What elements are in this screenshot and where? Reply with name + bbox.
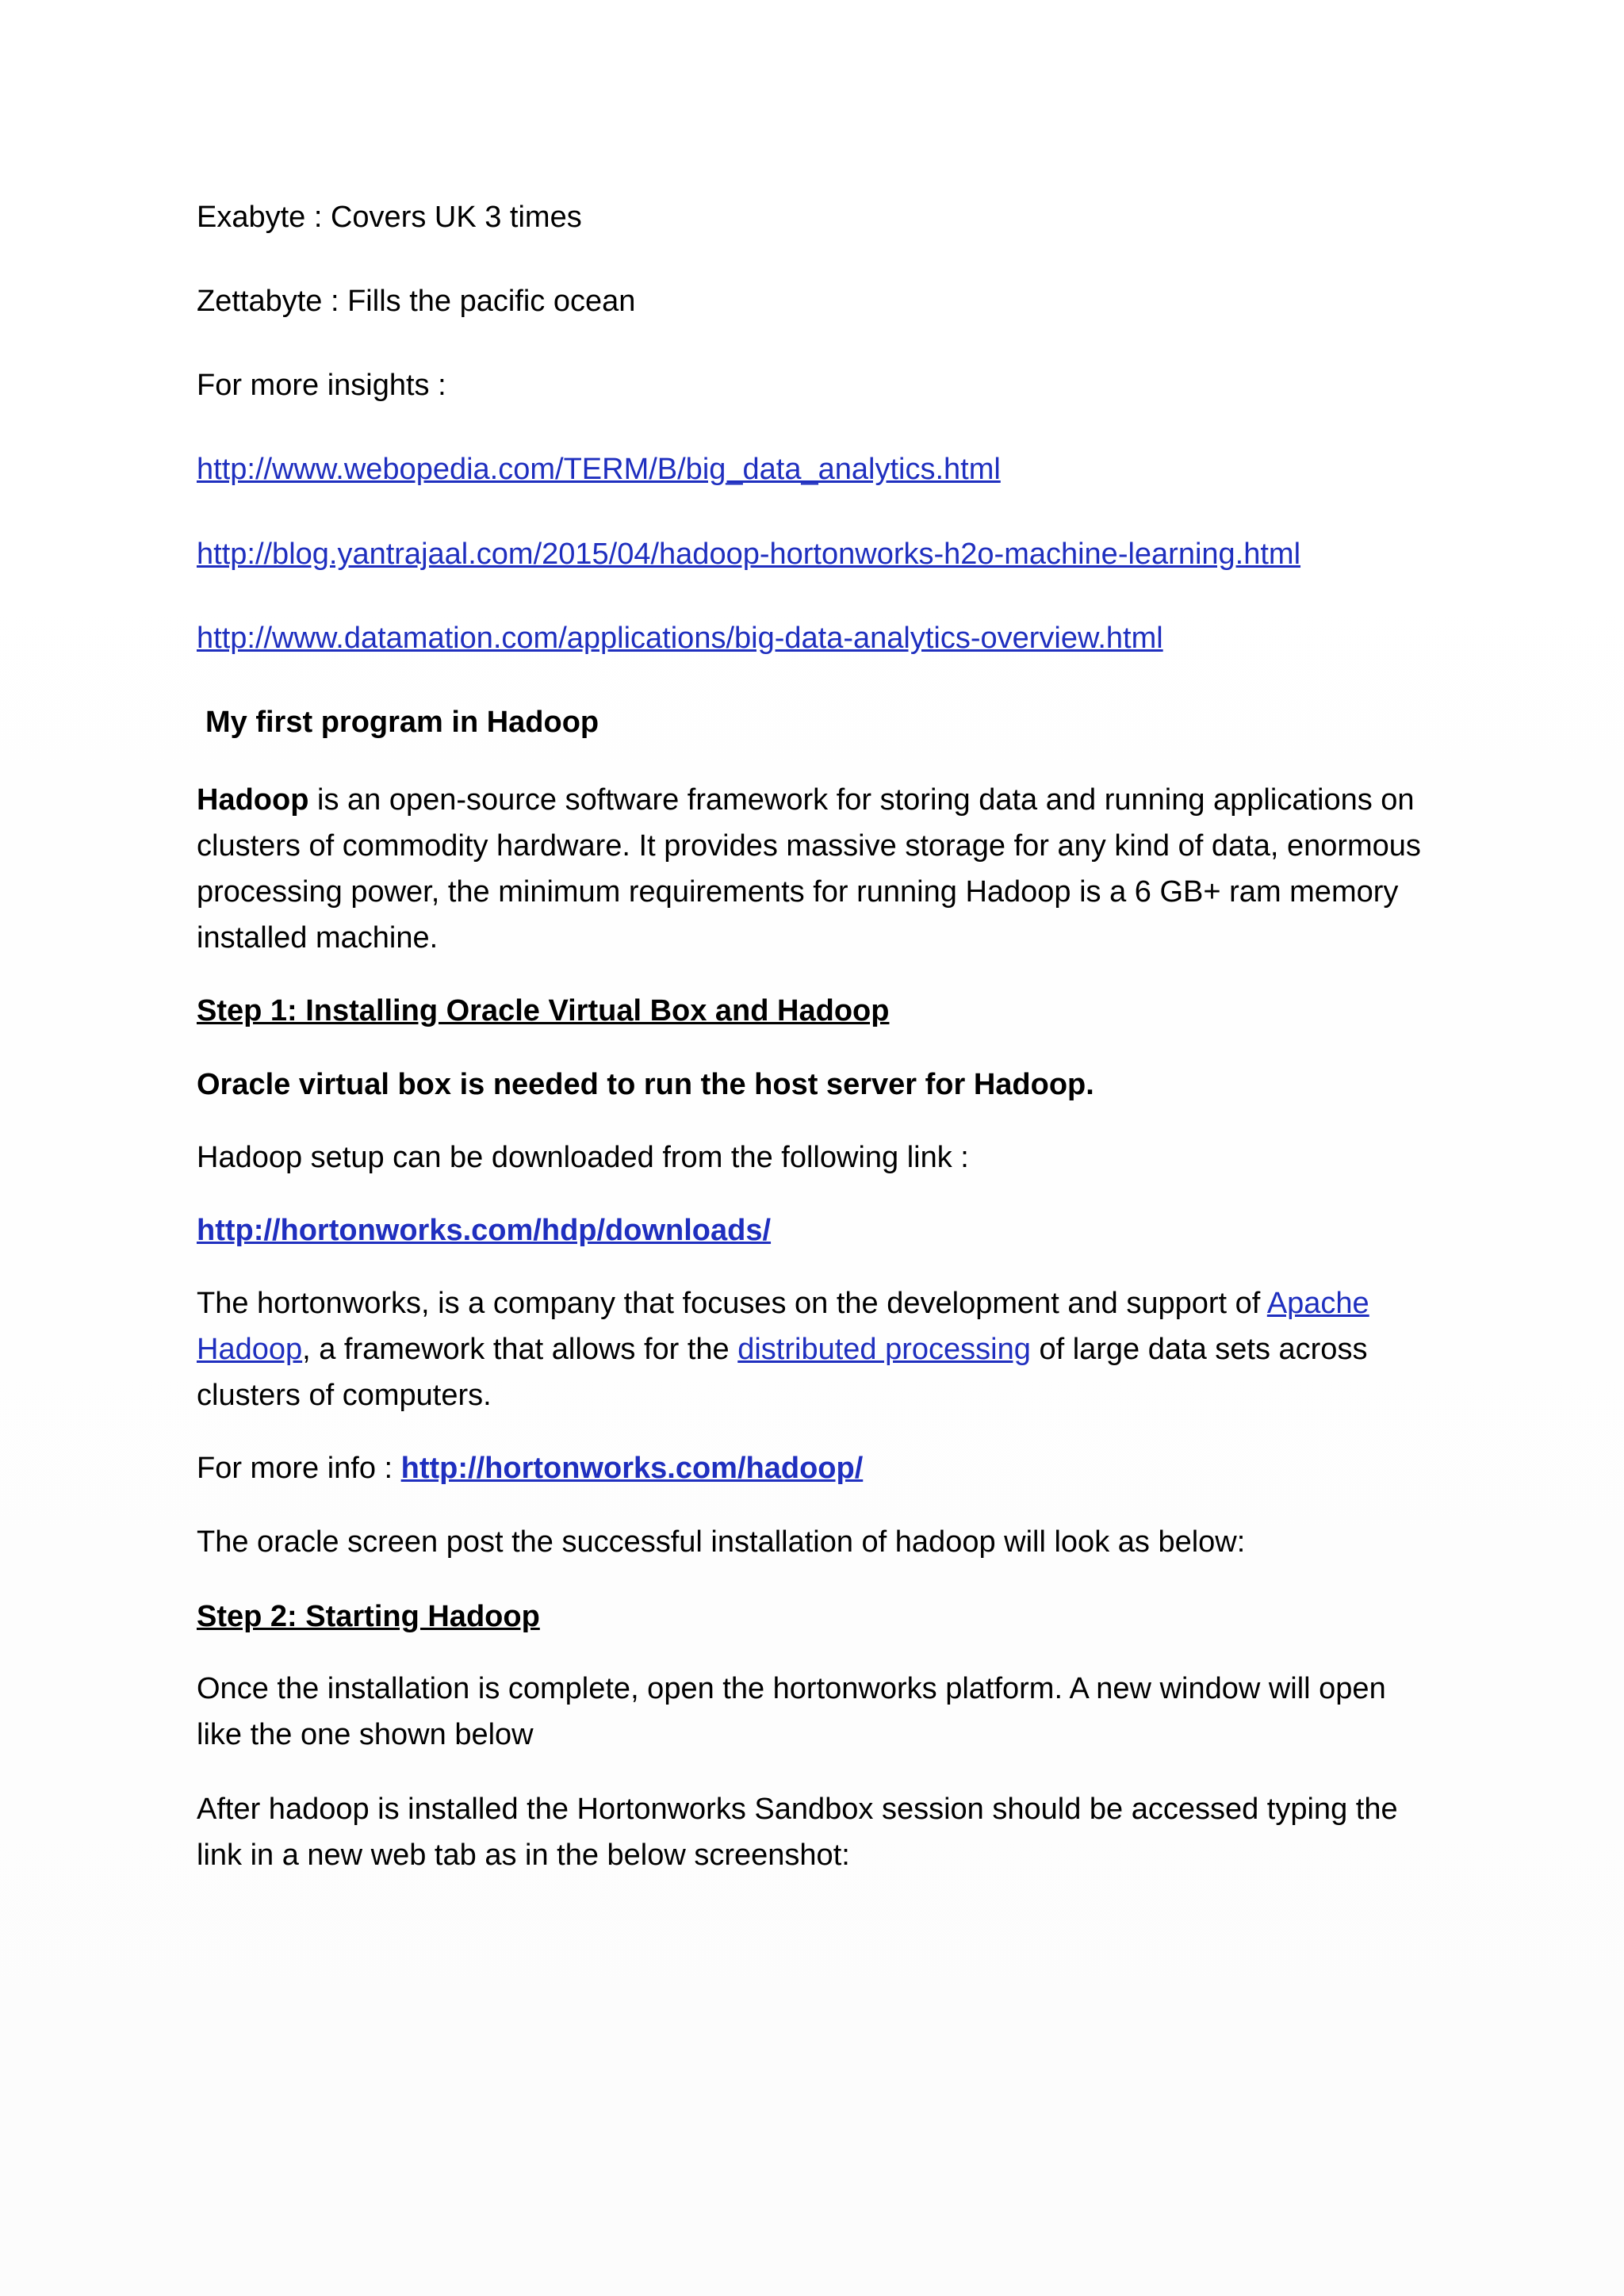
company-text-1: The hortonworks, is a company that focuses on the development and support of [197,1287,1267,1320]
step2-heading: Step 2: Starting Hadoop [197,1600,540,1633]
hadoop-intro-paragraph [197,777,1434,961]
distributed-processing-link[interactable]: distributed processing [737,1333,1031,1366]
hortonworks-hadoop-link[interactable]: http://hortonworks.com/hadoop/ [400,1452,864,1485]
zettabyte-line: Zettabyte : Fills the pacific ocean [197,285,636,318]
datamation-link[interactable]: http://www.datamation.com/applications/big-data-analytics-overview.html [197,622,1163,655]
more-info-label: For more info : [197,1452,401,1485]
hadoop-bold-word: Hadoop [197,783,309,817]
section-title: My first program in Hadoop [205,706,599,739]
apache-hadoop-link[interactable]: Apache Hadoop [197,1287,1369,1366]
hortonworks-paragraph [197,1280,1434,1418]
open-platform-text: Once the installation is complete, open the hortonworks platform. A new window will open like the one shown below [197,1672,1386,1751]
hadoop-intro-text: is an open-source software framework for storing data and running applications on clusters of commodity hardware. It provides massive storage for any kind of data, enormous processing power, the minimum requirements for running Hadoop is a 6 GB+ ram memory installed machine. [197,783,1421,955]
step1-heading: Step 1: Installing Oracle Virtual Box and Hadoop [197,994,890,1027]
company-text-2: , a framework that allows for the [302,1333,738,1366]
download-text: Hadoop setup can be downloaded from the following link : [197,1141,969,1174]
exabyte-line: Exabyte : Covers UK 3 times [197,201,582,234]
more-info-line [197,1445,863,1491]
sandbox-text: After hadoop is installed the Hortonworks Sandbox session should be accessed typing the link in a new web tab as in the below screenshot: [197,1793,1398,1872]
oracle-screen-text: The oracle screen post the successful installation of hadoop will look as below: [197,1525,1246,1559]
yantrajaal-link[interactable]: http://blog.yantrajaal.com/2015/04/hadoop-hortonworks-h2o-machine-learning.html [197,538,1301,571]
oracle-note: Oracle virtual box is needed to run the host server for Hadoop. [197,1068,1094,1101]
webopedia-link[interactable]: http://www.webopedia.com/TERM/B/big_data_analytics.html [197,453,1001,486]
company-text-3: of large data sets across clusters of computers. [197,1333,1368,1412]
downloads-link[interactable]: http://hortonworks.com/hdp/downloads/ [197,1214,772,1247]
insights-label: For more insights : [197,369,446,402]
